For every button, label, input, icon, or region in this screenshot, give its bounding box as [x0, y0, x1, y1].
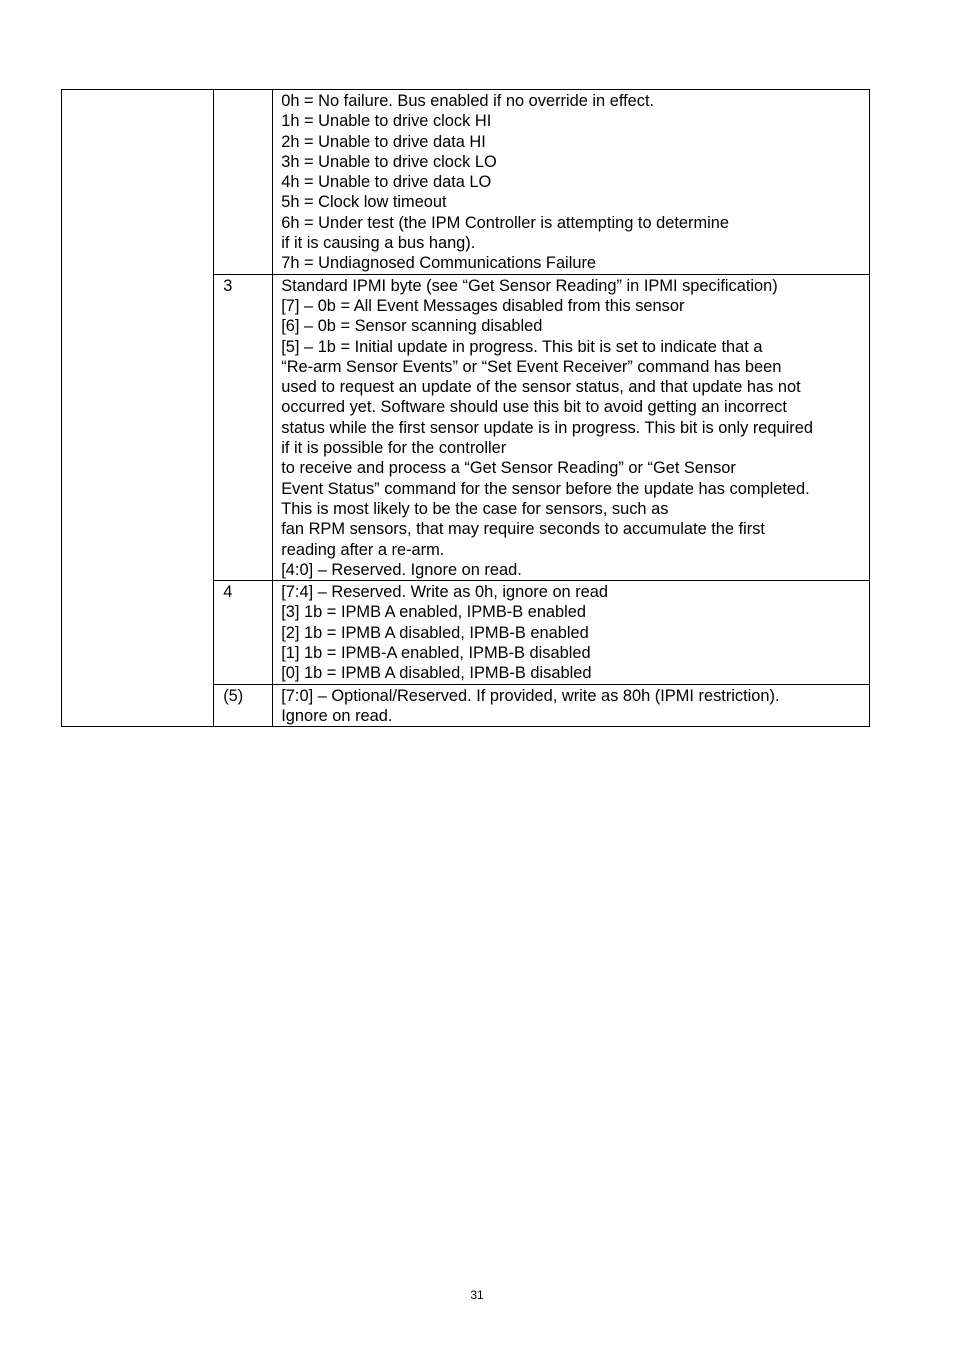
description-cell [273, 90, 870, 275]
description-line: 4h = Unable to drive data LO [281, 173, 492, 192]
spec-table [61, 89, 870, 727]
description-line: used to request an update of the sensor status, and that update has not [281, 378, 801, 397]
description-line: 6h = Under test (the IPM Controller is attempting to determine [281, 213, 730, 232]
byte-cell: 3 [214, 274, 273, 580]
description-line: This is most likely to be the case for sensors, such as [281, 499, 669, 518]
description-line: Event Status” command for the sensor before the update has completed. [281, 479, 810, 498]
table-row [62, 90, 870, 275]
description-line: [0] 1b = IPMB A disabled, IPMB-B disabled [281, 664, 592, 683]
description-line: occurred yet. Software should use this bit to avoid getting an incorrect [281, 398, 787, 417]
description-line: 7h = Undiagnosed Communications Failure [281, 254, 597, 273]
description-line: [7:4] – Reserved. Write as 0h, ignore on read [281, 583, 609, 602]
description-line: [2] 1b = IPMB A disabled, IPMB-B enabled [281, 623, 589, 642]
description-line: 1h = Unable to drive clock HI [281, 112, 492, 131]
description-line: if it is causing a bus hang). [281, 234, 476, 253]
description-line: reading after a re-arm. [281, 540, 445, 559]
description-cell [273, 581, 870, 684]
page-number: 31 [470, 1288, 484, 1302]
description-line: 0h = No failure. Bus enabled if no override in effect. [281, 92, 655, 110]
byte-cell [214, 90, 273, 275]
description-line: [4:0] – Reserved. Ignore on read. [281, 560, 522, 579]
description-line: to receive and process a “Get Sensor Reading” or “Get Sensor [281, 459, 736, 478]
description-line: “Re-arm Sensor Events” or “Set Event Receiver” command has been [281, 357, 782, 376]
description-cell [273, 684, 870, 727]
description-line: [5] – 1b = Initial update in progress. This bit is set to indicate that a [281, 337, 763, 356]
description-cell [273, 274, 870, 580]
description-line: fan RPM sensors, that may require seconds to accumulate the first [281, 520, 765, 539]
description-line: Ignore on read. [281, 706, 393, 725]
command-cell [62, 90, 214, 727]
description-line: 3h = Unable to drive clock LO [281, 152, 497, 171]
description-line: 5h = Clock low timeout [281, 193, 447, 212]
description-line: [7] – 0b = All Event Messages disabled from this sensor [281, 296, 685, 315]
description-line: 2h = Unable to drive data HI [281, 132, 486, 151]
description-line: [1] 1b = IPMB-A enabled, IPMB-B disabled [281, 644, 591, 663]
description-line: status while the first sensor update is in progress. This bit is only required [281, 418, 813, 437]
byte-cell: (5) [214, 684, 273, 727]
description-line: Standard IPMI byte (see “Get Sensor Reading” in IPMI specification) [281, 276, 778, 295]
description-line: [3] 1b = IPMB A enabled, IPMB-B enabled [281, 603, 587, 622]
description-line: [7:0] – Optional/Reserved. If provided, write as 80h (IPMI restriction). [281, 686, 780, 705]
description-line: if it is possible for the controller [281, 439, 507, 458]
byte-cell: 4 [214, 581, 273, 684]
description-line: [6] – 0b = Sensor scanning disabled [281, 317, 543, 336]
